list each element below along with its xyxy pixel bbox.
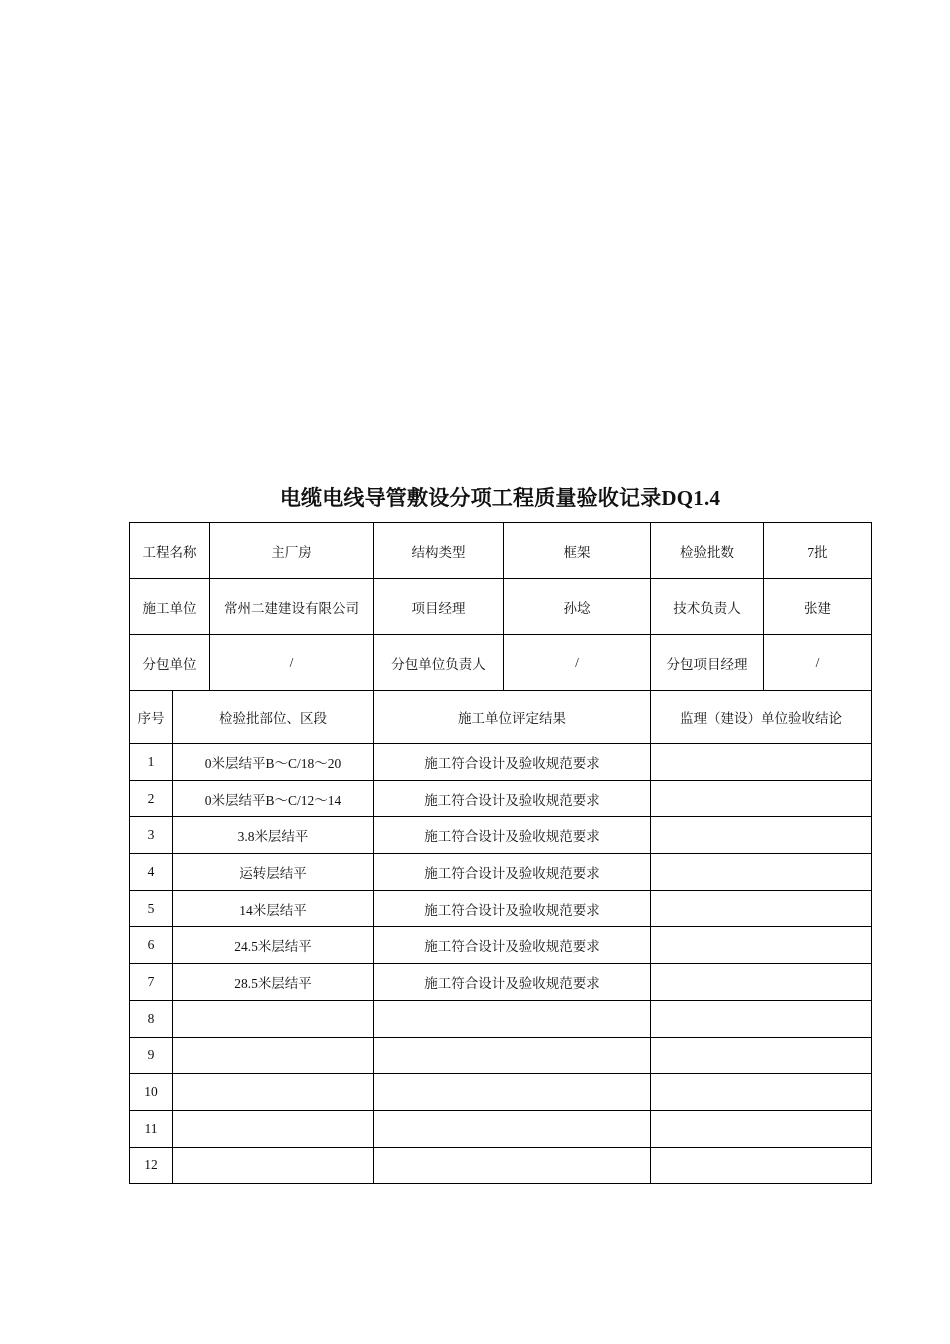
sub-project-manager-label: 分包项目经理 [651,635,764,691]
project-manager-value: 孙埝 [504,579,651,635]
project-manager-label: 项目经理 [374,579,504,635]
row-result [374,1110,651,1147]
row-number: 3 [130,817,173,854]
row-result [374,1000,651,1037]
acceptance-record-table [129,522,872,1184]
header-row-subcontract [130,635,872,691]
row-conclusion [651,964,872,1001]
tech-lead-value: 张建 [764,579,872,635]
sub-project-manager-value: / [764,635,872,691]
header-row-construction [130,579,872,635]
row-location: 3.8米层结平 [173,817,374,854]
row-conclusion [651,817,872,854]
row-number: 1 [130,744,173,781]
column-header-row [130,691,872,744]
subcontractor-lead-value: / [504,635,651,691]
row-location [173,1037,374,1074]
row-result: 施工符合设计及验收规范要求 [374,964,651,1001]
row-conclusion [651,1147,872,1184]
row-number: 4 [130,854,173,891]
row-conclusion [651,927,872,964]
row-location [173,1074,374,1111]
row-location [173,1147,374,1184]
column-header-seq: 序号 [130,691,173,744]
row-number: 7 [130,964,173,1001]
table-row [130,890,872,927]
construction-unit-label: 施工单位 [130,579,210,635]
row-conclusion [651,1074,872,1111]
structure-type-label: 结构类型 [374,523,504,579]
row-location [173,1000,374,1037]
row-location: 0米层结平B～C/12～14 [173,780,374,817]
table-row [130,1074,872,1111]
table-row [130,1000,872,1037]
row-result [374,1074,651,1111]
row-location: 14米层结平 [173,890,374,927]
batch-count-label: 检验批数 [651,523,764,579]
subcontractor-value: / [210,635,374,691]
row-location: 0米层结平B～C/18～20 [173,744,374,781]
table-row [130,1037,872,1074]
tech-lead-label: 技术负责人 [651,579,764,635]
batch-count-value: 7批 [764,523,872,579]
row-location: 运转层结平 [173,854,374,891]
page-title: 电缆电线导管敷设分项工程质量验收记录DQ1.4 [279,486,721,510]
row-conclusion [651,1000,872,1037]
row-conclusion [651,890,872,927]
table-row [130,744,872,781]
row-conclusion [651,780,872,817]
row-conclusion [651,1037,872,1074]
project-name-value: 主厂房 [210,523,374,579]
row-number: 11 [130,1110,173,1147]
row-result [374,1037,651,1074]
row-conclusion [651,854,872,891]
construction-unit-value: 常州二建建设有限公司 [210,579,374,635]
structure-type-value: 框架 [504,523,651,579]
row-result: 施工符合设计及验收规范要求 [374,927,651,964]
row-location: 28.5米层结平 [173,964,374,1001]
row-result: 施工符合设计及验收规范要求 [374,890,651,927]
table-row [130,817,872,854]
table-row [130,780,872,817]
row-number: 2 [130,780,173,817]
row-location: 24.5米层结平 [173,927,374,964]
row-result [374,1147,651,1184]
row-number: 5 [130,890,173,927]
row-conclusion [651,744,872,781]
table-row [130,927,872,964]
row-number: 10 [130,1074,173,1111]
row-number: 8 [130,1000,173,1037]
table-row [130,964,872,1001]
row-conclusion [651,1110,872,1147]
project-name-label: 工程名称 [130,523,210,579]
row-number: 9 [130,1037,173,1074]
header-row-project [130,523,872,579]
row-result: 施工符合设计及验收规范要求 [374,744,651,781]
table-row [130,854,872,891]
row-location [173,1110,374,1147]
row-result: 施工符合设计及验收规范要求 [374,817,651,854]
row-number: 12 [130,1147,173,1184]
row-result: 施工符合设计及验收规范要求 [374,854,651,891]
table-row [130,1147,872,1184]
column-header-conclusion: 监理（建设）单位验收结论 [651,691,872,744]
subcontractor-label: 分包单位 [130,635,210,691]
row-result: 施工符合设计及验收规范要求 [374,780,651,817]
subcontractor-lead-label: 分包单位负责人 [374,635,504,691]
column-header-result: 施工单位评定结果 [374,691,651,744]
row-number: 6 [130,927,173,964]
table-row [130,1110,872,1147]
column-header-location: 检验批部位、区段 [173,691,374,744]
